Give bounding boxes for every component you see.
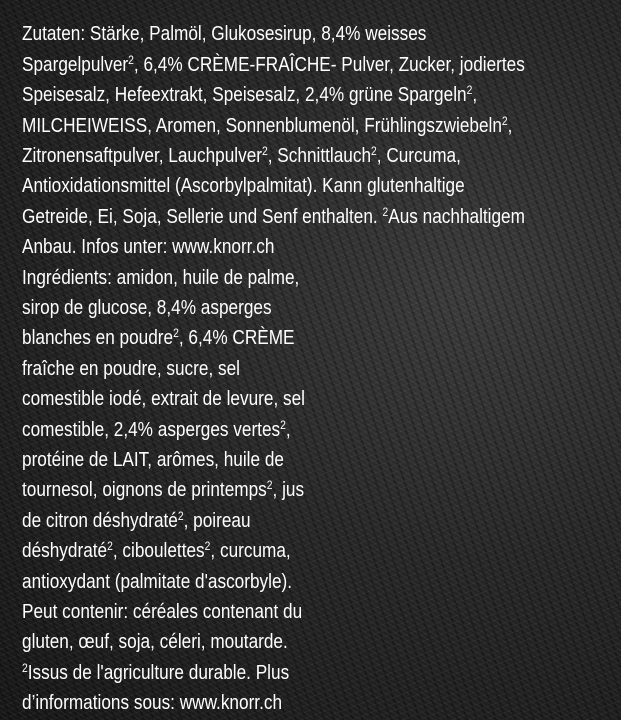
- label-text: comestible iodé, extrait de levure, sel: [22, 388, 305, 410]
- label-line: [22, 143, 461, 169]
- label-line: [22, 690, 282, 716]
- label-text: Speisesalz, Hefeextrakt, Speisesalz, 2,4% grüne Spargeln: [22, 84, 467, 106]
- label-line: [22, 447, 284, 473]
- footnote-marker: 2: [128, 53, 134, 67]
- label-line: [22, 538, 291, 564]
- label-text: fraîche en poudre, sucre, sel: [22, 358, 240, 380]
- label-text: antioxydant (palmitate d'ascorbyle).: [22, 571, 293, 593]
- label-text: , 6,4% CRÈME: [178, 327, 295, 349]
- label-line: [22, 204, 525, 230]
- label-text: Aus nachhaltigem: [388, 206, 525, 228]
- footnote-marker: 2: [466, 83, 473, 97]
- label-text: d’informations sous: www.knorr.ch: [22, 692, 283, 714]
- label-line: [22, 173, 465, 199]
- label-line: [22, 295, 272, 321]
- label-text: , ciboulettes: [112, 540, 205, 562]
- label-text: Ingrédients: amidon, huile de palme,: [22, 267, 300, 289]
- label-text: ,: [507, 115, 513, 137]
- label-text: , curcuma,: [210, 540, 291, 562]
- label-text: de citron déshydraté: [22, 510, 178, 532]
- label-line: [22, 265, 299, 291]
- label-text: déshydraté: [22, 540, 108, 562]
- footnote-marker: 2: [280, 418, 286, 432]
- label-text: Issus de l'agriculture durable. Plus: [27, 662, 290, 684]
- label-text: MILCHEIWEISS, Aromen, Sonnenblumenöl, Frühlingszwiebeln: [22, 115, 502, 137]
- label-text: , Curcuma,: [376, 145, 461, 167]
- label-text: sirop de glucose, 8,4% asperges: [22, 297, 272, 319]
- label-text: Zutaten: Stärke, Palmöl, Glukosesirup, 8,4% weisses: [22, 23, 427, 45]
- label-line: [22, 417, 291, 443]
- label-text: , jus: [272, 479, 305, 501]
- label-line: [22, 629, 288, 655]
- label-text: Getreide, Ei, Soja, Sellerie und Senf enthalten.: [22, 206, 383, 228]
- label-line: [22, 21, 426, 47]
- label-text: Zitronensaftpulver, Lauchpulver: [22, 145, 262, 167]
- label-text: ,: [285, 419, 291, 441]
- label-text: tournesol, oignons de printemps: [22, 479, 267, 501]
- label-line: [22, 569, 292, 595]
- label-text: Anbau. Infos unter: www.knorr.ch: [22, 236, 275, 258]
- footnote-marker: 2: [371, 144, 377, 158]
- label-text: , 6,4% CRÈME-FRAÎCHE- Pulver, Zucker, jodiertes: [133, 54, 525, 76]
- label-line: [22, 325, 295, 351]
- footnote-marker: 2: [382, 205, 389, 219]
- footnote-marker: 2: [173, 326, 179, 340]
- label-text: Spargelpulver: [22, 54, 129, 76]
- label-line: [22, 477, 304, 503]
- footnote-marker: 2: [261, 144, 268, 158]
- footnote-marker: 2: [266, 478, 273, 492]
- label-line: [22, 113, 512, 139]
- label-text: gluten, œuf, soja, céleri, moutarde.: [22, 631, 288, 653]
- footnote-marker: 2: [177, 509, 184, 523]
- label-line: [22, 599, 302, 625]
- label-line: [22, 82, 477, 108]
- label-text: blanches en poudre: [22, 327, 174, 349]
- footnote-marker: 2: [107, 539, 113, 553]
- label-text: ,: [472, 84, 478, 106]
- footnote-marker: 2: [204, 539, 211, 553]
- label-line: [22, 660, 289, 686]
- label-text: Peut contenir: céréales contenant du: [22, 601, 303, 623]
- label-line: [22, 234, 274, 260]
- label-text: , poireau: [183, 510, 251, 532]
- label-line: [22, 386, 305, 412]
- footnote-marker: 2: [22, 661, 28, 675]
- label-line: [22, 356, 240, 382]
- label-text: protéine de LAIT, arômes, huile de: [22, 449, 284, 471]
- label-line: [22, 52, 525, 78]
- label-text: Antioxidationsmittel (Ascorbylpalmitat). Kann glutenhaltige: [22, 175, 465, 197]
- label-line: [22, 508, 251, 534]
- footnote-marker: 2: [501, 114, 508, 128]
- label-text: comestible, 2,4% asperges vertes: [22, 419, 281, 441]
- label-text: , Schnittlauch: [267, 145, 372, 167]
